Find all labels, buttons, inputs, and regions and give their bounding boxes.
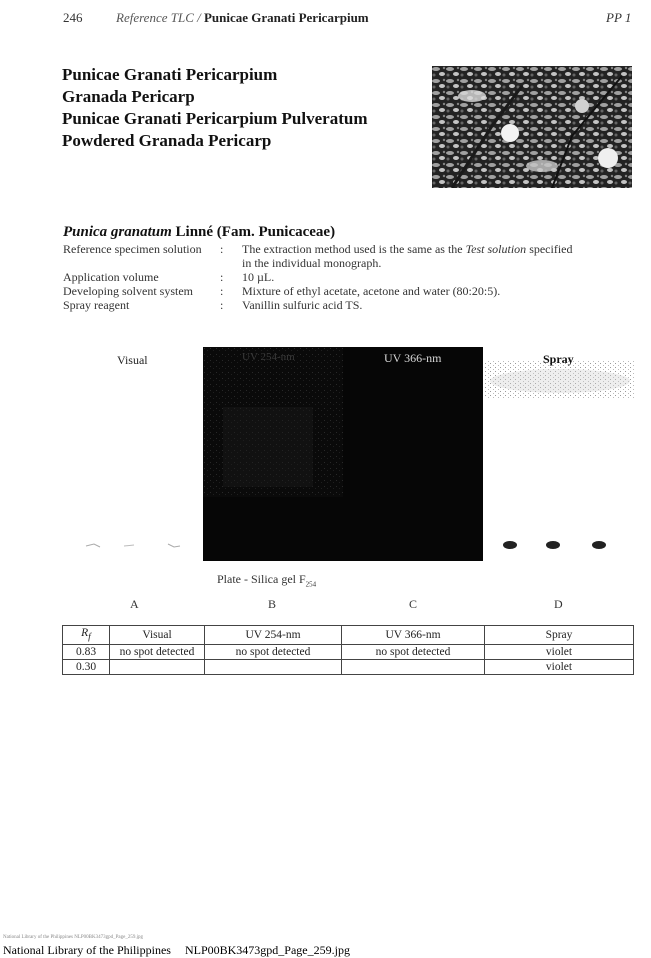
visual-panel-label: Visual	[117, 353, 148, 367]
lane-label: A	[130, 597, 139, 611]
running-header-title: Punicae Granati Pericarpium	[203, 10, 369, 25]
lane-label: B	[268, 597, 277, 611]
running-header	[116, 10, 369, 26]
table-cell	[110, 660, 205, 675]
uv254-panel-label: UV 254-nm	[242, 351, 295, 363]
running-header-section: Reference TLC /	[116, 10, 201, 25]
spec-colon: :	[220, 270, 224, 284]
spec-value-text: The extraction method used is the same as the	[242, 242, 466, 256]
title-line: Powdered Granada Pericarp	[62, 131, 272, 150]
footer-watermark: National Library of the Philippines NLP00BK3473gpd_Page_259.jpg	[3, 935, 143, 940]
spec-colon: :	[220, 284, 224, 298]
table-row	[63, 645, 634, 660]
lane-label: C	[409, 597, 418, 611]
uv-plate-texture	[203, 347, 483, 561]
scientific-name: Punica granatum	[63, 224, 172, 240]
uv-plate-image	[203, 347, 483, 561]
authority-family: Linné (Fam. Punicaceae)	[171, 224, 336, 240]
spec-value-text: specified	[526, 242, 573, 256]
lane-label: D	[554, 597, 563, 611]
spec-value	[242, 242, 573, 257]
plate-caption-text: Plate - Silica gel F	[217, 572, 306, 586]
spec-label: Application volume	[63, 270, 159, 284]
spec-value: Vanillin sulfuric acid TS.	[242, 298, 363, 312]
page-code: PP 1	[606, 10, 632, 25]
table-header: Visual	[110, 626, 205, 645]
spec-value-continued: in the individual monograph.	[242, 256, 382, 270]
photo-graphic	[432, 66, 632, 188]
table-header: UV 254-nm	[205, 626, 342, 645]
spec-label: Reference specimen solution	[63, 242, 202, 256]
plate-caption	[217, 572, 316, 588]
spec-colon: :	[220, 298, 224, 312]
rf-symbol: R	[81, 627, 89, 639]
table-cell: 0.30	[63, 660, 110, 675]
title-line: Granada Pericarp	[62, 87, 195, 106]
spec-label: Developing solvent system	[63, 284, 193, 298]
spec-label: Spray reagent	[63, 298, 130, 312]
table-cell: violet	[485, 660, 634, 675]
table-header-rf	[63, 626, 110, 645]
title-line: Punicae Granati Pericarpium	[62, 65, 278, 84]
pomegranate-plant-photo	[432, 66, 632, 188]
page-number: 246	[63, 10, 83, 25]
spray-panel-label: Spray	[543, 352, 574, 366]
table-cell	[205, 660, 342, 675]
spec-value: Mixture of ethyl acetate, acetone and water (80:20:5).	[242, 284, 501, 298]
spec-colon: :	[220, 242, 224, 256]
plate-caption-subscript: 254	[305, 580, 317, 589]
title-line: Punicae Granati Pericarpium Pulveratum	[62, 109, 368, 128]
spray-spots	[495, 537, 615, 553]
table-cell	[342, 660, 485, 675]
rf-results-table	[62, 625, 634, 675]
visual-lane-marks	[80, 538, 190, 552]
table-cell: no spot detected	[342, 645, 485, 660]
rf-subscript: f	[88, 631, 91, 643]
table-cell: no spot detected	[205, 645, 342, 660]
spec-value-emphasis: Test solution	[465, 242, 527, 256]
monograph-titles	[62, 64, 367, 152]
table-row	[63, 660, 634, 675]
table-header: Spray	[485, 626, 634, 645]
table-cell: violet	[485, 645, 634, 660]
table-header: UV 366-nm	[342, 626, 485, 645]
table-cell: 0.83	[63, 645, 110, 660]
footer	[3, 943, 364, 958]
footer-file: NLP00BK3473gpd_Page_259.jpg	[184, 943, 350, 957]
footer-library: National Library of the Philippines	[3, 943, 171, 957]
table-header-row	[63, 626, 634, 645]
table-cell: no spot detected	[110, 645, 205, 660]
species-heading	[63, 224, 335, 241]
uv366-panel-label: UV 366-nm	[384, 351, 442, 365]
spec-value: 10 µL.	[242, 270, 275, 284]
